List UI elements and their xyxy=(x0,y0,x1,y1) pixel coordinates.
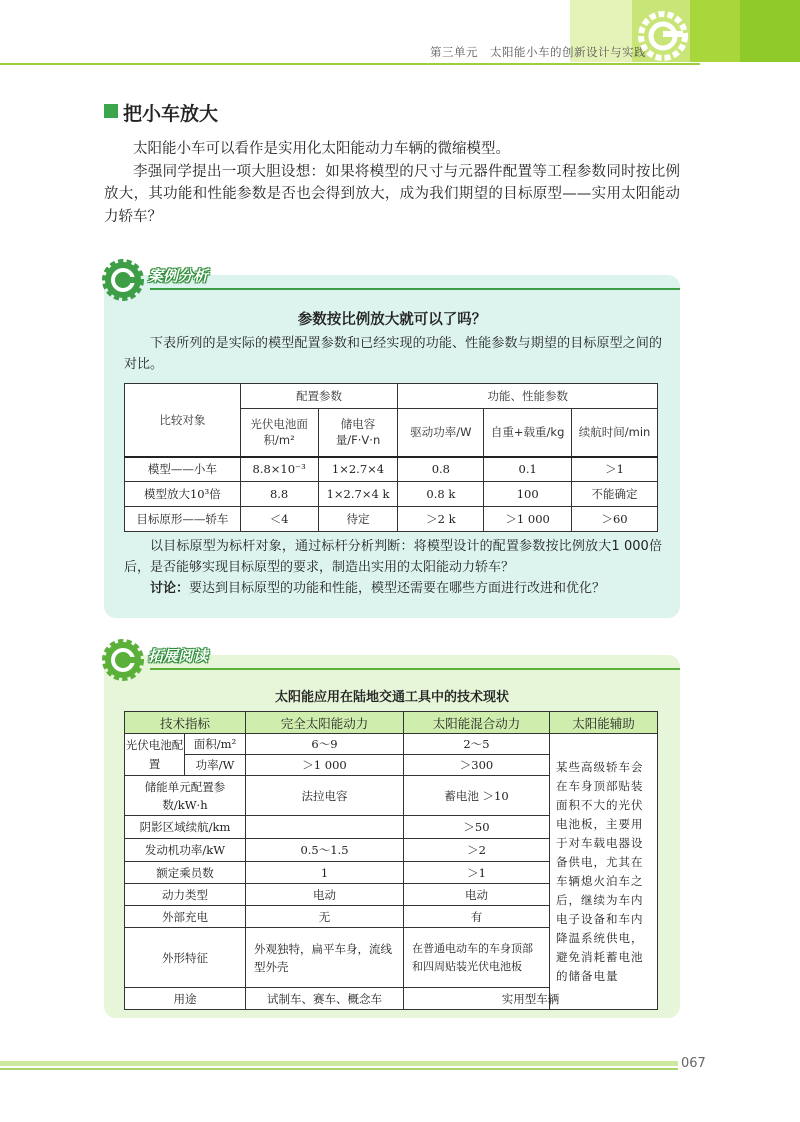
ext-hybrid: 有 xyxy=(404,906,550,928)
th-hybrid: 太阳能混合动力 xyxy=(404,712,550,734)
cell-endurance: ＞60 xyxy=(572,507,658,532)
storage-label: 储能单元配置参数/kW·h xyxy=(125,776,246,816)
row-name: 模型放大10³倍 xyxy=(125,482,241,507)
row-name: 目标原形——轿车 xyxy=(125,507,241,532)
table-row xyxy=(125,507,658,532)
th-index: 技术指标 xyxy=(125,712,246,734)
shape-full: 外观独特，扁平车身，流线型外壳 xyxy=(246,928,404,988)
header-rule xyxy=(0,63,700,65)
th-endurance: 续航时间/min xyxy=(572,409,658,457)
engine-label: 发动机功率/kW xyxy=(125,839,246,862)
discussion-text: 要达到目标原型的功能和性能，模型还需要在哪些方面进行改进和优化？ xyxy=(189,581,606,596)
th-power: 驱动功率/W xyxy=(398,409,484,457)
area-full: 6～9 xyxy=(246,734,404,755)
unit-title: 第三单元 太阳能小车的创新设计与实践 xyxy=(430,45,646,59)
th-config: 配置参数 xyxy=(240,384,398,409)
area-hybrid: 2～5 xyxy=(404,734,550,755)
case-intro xyxy=(124,333,662,375)
cell-storage: 1×2.7×4 k xyxy=(318,482,398,507)
case-title: 参数按比例放大就可以了吗？ xyxy=(297,312,487,328)
unit-gear-logo-icon xyxy=(632,5,694,67)
type-full: 电动 xyxy=(246,884,404,906)
th-full: 完全太阳能动力 xyxy=(246,712,404,734)
table-row xyxy=(125,482,658,507)
cell-pv: 8.8 xyxy=(240,482,318,507)
badge-rule xyxy=(150,288,680,290)
ext-full: 无 xyxy=(246,906,404,928)
cell-pv: 8.8×10⁻³ xyxy=(240,457,318,482)
case-analysis-badge xyxy=(100,257,680,297)
case-after xyxy=(124,536,662,599)
crew-label: 额定乘员数 xyxy=(125,862,246,884)
footer-rule xyxy=(0,1061,678,1066)
type-hybrid: 电动 xyxy=(404,884,550,906)
th-pv: 光伏电池面积/m² xyxy=(240,409,318,457)
section-title: 把小车放大 xyxy=(123,103,219,125)
intro-paragraph-1: 太阳能小车可以看作是实用化太阳能动力车辆的微缩模型。 xyxy=(133,141,510,157)
pv-label: 光伏电池配置 xyxy=(125,734,185,776)
gear-logo-icon xyxy=(100,637,146,683)
cell-weight: 0.1 xyxy=(484,457,572,482)
engine-full: 0.5～1.5 xyxy=(246,839,404,862)
extended-reading-label: 拓展阅读 xyxy=(148,647,209,665)
footer-rule-thin xyxy=(0,1068,678,1070)
case-analysis-label: 案例分析 xyxy=(148,267,209,285)
th-storage: 储电容量/F·V·n xyxy=(318,409,398,457)
type-label: 动力类型 xyxy=(125,884,246,906)
cell-storage: 待定 xyxy=(318,507,398,532)
cell-endurance: 不能确定 xyxy=(572,482,658,507)
crew-hybrid: ＞1 xyxy=(404,862,550,884)
power-label: 功率/W xyxy=(185,755,246,776)
gear-logo-icon xyxy=(100,257,146,303)
engine-hybrid: ＞2 xyxy=(404,839,550,862)
extended-reading-badge xyxy=(100,637,680,677)
aux-description: 某些高级轿车会在车身顶部贴装面积不大的光伏电池板，主要用于对车载电器设备供电，尤其在车辆熄火泊车之后，继续为车内电子设备和车内降温系统供电，避免消耗蓄电池的储备电量 xyxy=(550,734,658,1010)
page-number: 067 xyxy=(681,1056,706,1071)
crew-full: 1 xyxy=(246,862,404,884)
discussion-label: 讨论： xyxy=(150,581,190,596)
shadow-full xyxy=(246,816,404,839)
area-label: 面积/m² xyxy=(185,734,246,755)
table-row xyxy=(125,457,658,482)
badge-rule xyxy=(150,668,680,670)
storage-hybrid: 蓄电池 ＞10 xyxy=(404,776,550,816)
power-hybrid: ＞300 xyxy=(404,755,550,776)
comparison-table xyxy=(124,383,658,532)
technology-table xyxy=(124,711,658,1010)
section-intro xyxy=(104,138,680,228)
case-intro-text: 下表所列的是实际的模型配置参数和已经实现的功能、性能参数与期望的目标原型之间的对比。 xyxy=(124,336,662,372)
th-weight: 自重+载重/kg xyxy=(484,409,572,457)
section-bullet-icon xyxy=(104,104,118,118)
cell-weight: 100 xyxy=(484,482,572,507)
case-after-text: 以目标原型为标杆对象，通过标杆分析判断：将模型设计的配置参数按比例放大1 000倍后，是否能够实现目标原型的要求，制造出实用的太阳能动力轿车？ xyxy=(124,539,662,575)
shape-label: 外形特征 xyxy=(125,928,246,988)
th-aux: 太阳能辅助 xyxy=(550,712,658,734)
shadow-hybrid: ＞50 xyxy=(404,816,550,839)
cell-endurance: ＞1 xyxy=(572,457,658,482)
use-full: 试制车、赛车、概念车 xyxy=(246,988,404,1010)
power-full: ＞1 000 xyxy=(246,755,404,776)
use-practical: 实用型车辆 xyxy=(404,988,658,1010)
ext-label: 外部充电 xyxy=(125,906,246,928)
reading-title: 太阳能应用在陆地交通工具中的技术现状 xyxy=(274,690,509,705)
shape-hybrid: 在普通电动车的车身顶部和四周贴装光伏电池板 xyxy=(404,928,550,988)
cell-weight: ＞1 000 xyxy=(484,507,572,532)
th-compare: 比较对象 xyxy=(125,384,241,457)
cell-power: ＞2 k xyxy=(398,507,484,532)
cell-pv: ＜4 xyxy=(240,507,318,532)
use-label: 用途 xyxy=(125,988,246,1010)
cell-power: 0.8 xyxy=(398,457,484,482)
row-name: 模型——小车 xyxy=(125,457,241,482)
cell-storage: 1×2.7×4 xyxy=(318,457,398,482)
shadow-label: 阴影区域续航/km xyxy=(125,816,246,839)
discussion xyxy=(124,578,662,599)
th-perf: 功能、性能参数 xyxy=(398,384,658,409)
intro-paragraph-2: 李强同学提出一项大胆设想：如果将模型的尺寸与元器件配置等工程参数同时按比例放大，其功能和性能参数是否也会得到放大，成为我们期望的目标原型——实用太阳能动力轿车？ xyxy=(104,163,680,225)
storage-full: 法拉电容 xyxy=(246,776,404,816)
cell-power: 0.8 k xyxy=(398,482,484,507)
